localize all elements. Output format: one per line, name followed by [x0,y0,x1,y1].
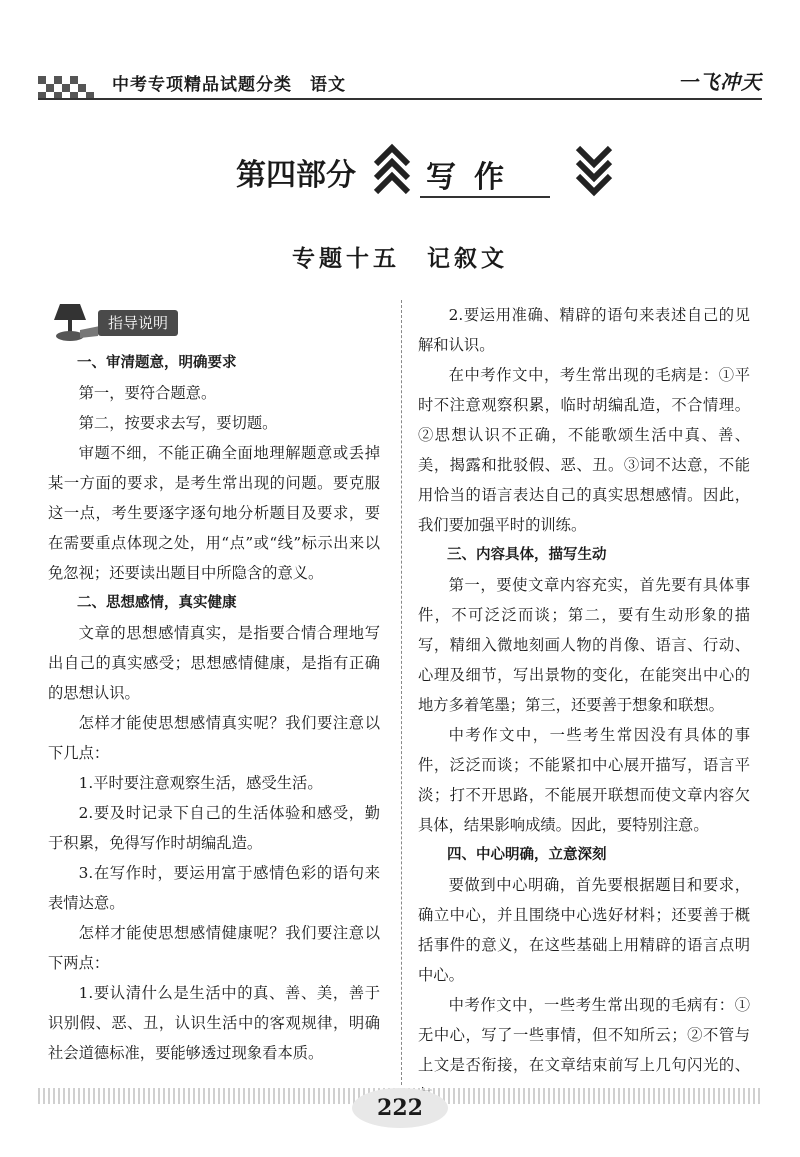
paragraph: 第一，要符合题意。 [78,384,217,402]
paragraph: 3.在写作时，要运用富于感情色彩的语句来表情达意。 [48,864,380,912]
paragraph: 中考作文中，一些考生常出现的毛病有：①无中心，写了一些事情，但不知所云；②不管与上文是否衔接，在文章结束前写上几句闪光的、 [418,996,750,1074]
paragraph: 文章的思想感情真实，是指要合情合理地写出自己的真实感受；思想感情健康，是指有正确的思想认识。 [48,624,380,702]
paragraph: 审题不细，不能正确全面地理解题意或丢掉某一方面的要求，是考生常出现的问题。要克服这一点，考生要逐字逐句地分析题目及要求，要在需要重点体现之处，用“点”或“线”标示出来以免忽视；还要读出题目中所隐含的意义。 [48,444,380,582]
paragraph: 要做到中心明确，首先要根据题目和要求，确立中心，并且围绕中心选好材料；还要善于概括事件的意义，在这些基础上用精辟的语言点明中心。 [418,876,750,984]
chevron-down-icon [574,142,614,198]
page-header [38,60,762,104]
guide-label: 指导说明 [98,310,178,336]
paragraph: 第二，按要求去写，要切题。 [78,414,278,432]
chevron-up-icon [372,142,412,198]
series-title: 中考专项精品试题分类 语文 [112,75,346,95]
paragraph: 怎样才能使思想感情健康呢？我们要注意以下两点： [48,924,380,972]
checker-decoration-icon [38,72,102,100]
part-label: 第四部分 [236,158,356,193]
page-number: 222 [377,1095,423,1121]
section-heading: 三、内容具体，描写生动 [447,547,607,563]
section-heading: 一、审清题意，明确要求 [77,355,237,371]
part-heading [236,138,616,198]
paragraph: 2.要及时记录下自己的生活体验和感受，勤于积累，免得写作时胡编乱造。 [48,804,380,852]
paragraph: 第一，要使文章内容充实，首先要有具体事件，不可泛泛而谈；第二，要有生动形象的描写，精细入微地刻画人物的肖像、语言、行动、心理及细节，写出景物的变化，在能突出中心的地方多着笔墨；第三，还要善于想象和联想。 [418,576,750,714]
column-divider [401,300,402,1085]
left-column [48,300,380,1068]
paragraph: 2.要运用准确、精辟的语句来表述自己的见解和认识。 [418,306,750,354]
paragraph: 1.平时要注意观察生活，感受生活。 [78,774,323,792]
part-title: 写作 [426,160,522,195]
header-rule [38,98,762,100]
section-heading: 四、中心明确，立意深刻 [447,847,607,863]
paragraph: 中考作文中，一些考生常因没有具体的事件，泛泛而谈；不能紧扣中心展开描写，语言平淡；打不开思路，不能展开联想而使文章内容欠具体，结果影响成绩。因此，要特别注意。 [418,726,750,834]
section-heading: 二、思想感情，真实健康 [77,595,237,611]
paragraph: 在中考作文中，考生常出现的毛病是：①平时不注意观察积累，临时胡编乱造，不合情理。②思想认识不正确，不能歌颂生活中真、善、美，揭露和批驳假、恶、丑。③词不达意，不能用恰当的语言表达自己的真实思想感情。因此，我们要加强平时的训练。 [418,366,750,534]
topic-title: 专题十五 记叙文 [292,245,508,272]
guide-banner [48,300,380,346]
title-rule [420,196,550,198]
brand-logo: 一飞冲天 [678,70,762,94]
right-column [418,300,750,1110]
paragraph: 1.要认清什么是生活中的真、善、美，善于识别假、恶、丑，认识生活中的客观规律，明确社会道德标准，要能够透过现象看本质。 [48,984,380,1062]
lamp-icon [50,300,104,344]
paragraph: 怎样才能使思想感情真实呢？我们要注意以下几点： [48,714,380,762]
